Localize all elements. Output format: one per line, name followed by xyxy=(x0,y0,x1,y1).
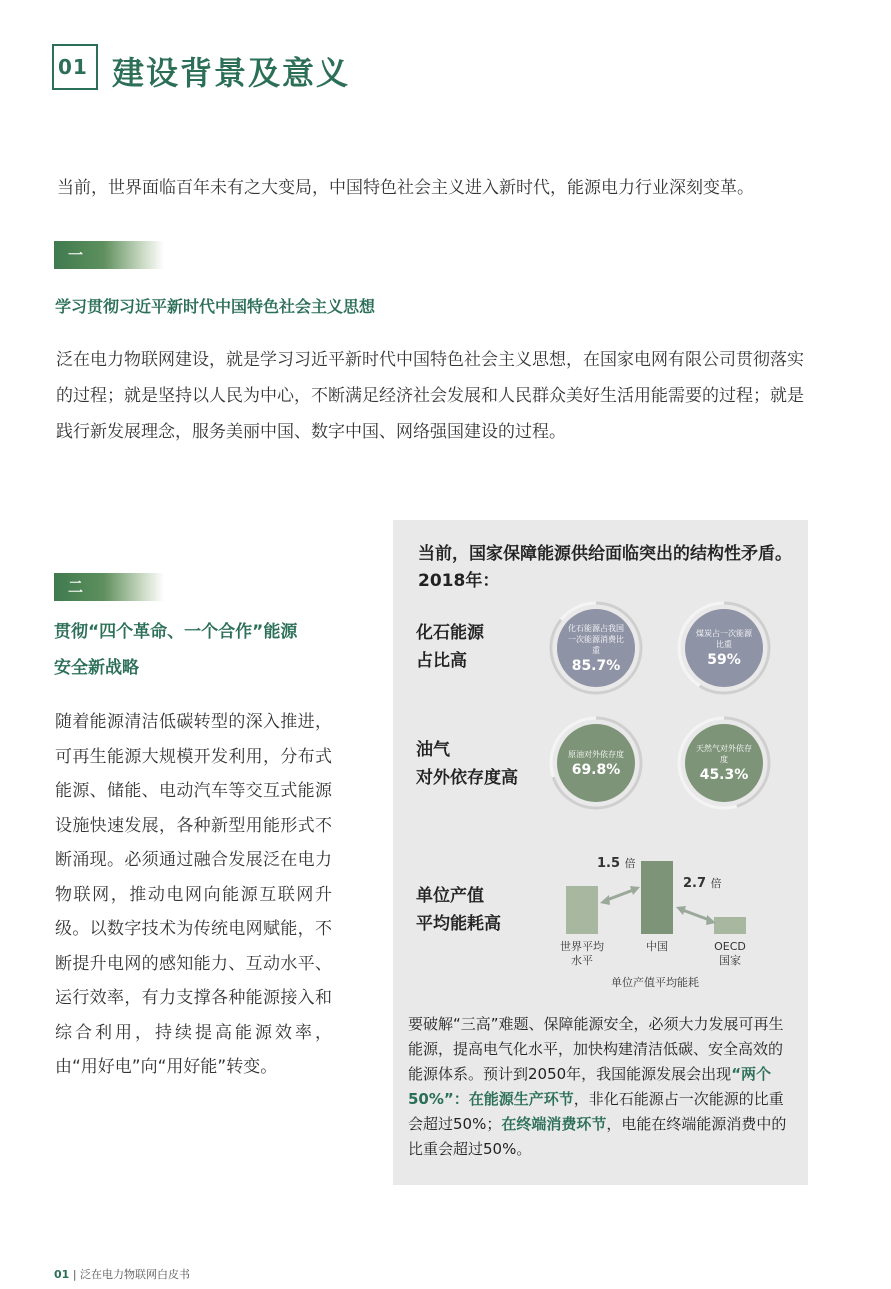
bar-label-oecd xyxy=(700,940,760,968)
circle-body xyxy=(557,609,635,687)
circle-value: 45.3% xyxy=(699,767,749,783)
row-fossil-label-line1: 化石能源 xyxy=(416,623,484,643)
bar-label-world-line1: 世界平均 xyxy=(560,940,604,953)
conclusion-part2: ，非化石能源占一次能源的比重会超过50%； xyxy=(408,1090,784,1133)
part2-subtitle-line1: 贯彻“四个革命、一个合作”能源 xyxy=(54,622,298,642)
panel-heading-line2: 2018年： xyxy=(418,571,500,591)
row-intensity-label xyxy=(416,882,501,938)
document-title: 泛在电力物联网白皮书 xyxy=(80,1268,191,1281)
conclusion-highlight2: 在终端消费环节 xyxy=(501,1115,607,1133)
multiplier-2-value: 2.7 xyxy=(683,876,707,891)
part2-subtitle xyxy=(54,614,344,686)
section-number: 01 xyxy=(58,55,88,79)
part1-tag xyxy=(54,241,164,269)
part2-tag xyxy=(54,573,164,601)
row-fossil-label-line2: 占比高 xyxy=(416,651,467,671)
part1-paragraph: 泛在电力物联网建设，就是学习习近平新时代中国特色社会主义思想，在国家电网有限公司贯彻落实的过程；就是坚持以人民为中心，不断满足经济社会发展和人民群众美好生活用能需要的过程；就是践行新发展理念，服务美丽中国、数字中国、网络强国建设的过程。 xyxy=(56,350,804,442)
page-title: 建设背景及意义 xyxy=(112,54,351,92)
bar-caption: 单位产值平均能耗 xyxy=(611,976,699,989)
intro-text: 当前，世界面临百年未有之大变局，中国特色社会主义进入新时代，能源电力行业深刻变革。 xyxy=(57,178,754,198)
part2-subtitle-line2: 安全新战略 xyxy=(54,658,139,678)
bar-world-average xyxy=(566,886,598,934)
circle-body xyxy=(557,724,635,802)
circle-value: 59% xyxy=(707,652,741,668)
multiplier-1-unit: 倍 xyxy=(624,857,636,870)
double-arrow-icon xyxy=(676,904,716,926)
page-number: 01 xyxy=(54,1268,70,1281)
multiplier-1-value: 1.5 xyxy=(597,856,621,871)
multiplier-1 xyxy=(597,855,636,871)
circle-oil-dependence xyxy=(548,715,644,811)
footer-separator: | xyxy=(72,1268,77,1281)
row-fossil-label xyxy=(416,619,484,675)
bar-label-world-line2: 水平 xyxy=(571,954,593,967)
bar-label-oecd-line1: OECD xyxy=(714,940,746,953)
double-arrow-icon xyxy=(600,884,640,906)
circle-label: 化石能源占我国一次能源消费比重 xyxy=(568,623,624,655)
part2-tag-label: 二 xyxy=(68,578,84,596)
circle-value: 85.7% xyxy=(571,657,621,674)
conclusion-highlight1: “两个50%”：在能源生产环节 xyxy=(408,1065,772,1108)
multiplier-2 xyxy=(683,875,722,891)
row-intensity-label-line2: 平均能耗高 xyxy=(416,914,501,934)
page-footer xyxy=(54,1266,190,1282)
row-oilgas-label-line1: 油气 xyxy=(416,740,450,760)
conclusion-part3: ，电能在终端能源消费中的比重会超过50%。 xyxy=(408,1115,787,1158)
circle-body xyxy=(685,609,763,687)
panel-conclusion xyxy=(408,1012,793,1162)
conclusion-part1: 要破解“三高”难题、保障能源安全，必须大力发展可再生能源，提高电气化水平，加快构建清洁低碳、安全高效的能源体系。预计到2050年，我国能源发展会出现 xyxy=(408,1015,784,1083)
multiplier-2-unit: 倍 xyxy=(710,877,722,890)
part1-subtitle: 学习贯彻习近平新时代中国特色社会主义思想 xyxy=(55,297,376,316)
circle-fossil-share xyxy=(548,600,644,696)
row-oilgas-label xyxy=(416,736,518,792)
bar-china xyxy=(641,861,673,934)
circle-label: 原油对外依存度 xyxy=(568,749,624,759)
bar-oecd xyxy=(714,917,746,934)
row-oilgas-label-line2: 对外依存度高 xyxy=(416,768,518,788)
circle-value: 69.8% xyxy=(571,761,621,778)
part2-paragraph: 随着能源清洁低碳转型的深入推进，可再生能源大规模开发利用，分布式能源、储能、电动汽车等交互式能源设施快速发展，各种新型用能形式不断涌现。必须通过融合发展泛在电力物联网，推动电网向能源互联网升级。以数字技术为传统电网赋能，不断提升电网的感知能力、互动水平、运行效率，有力支撑各种能源接入和综合利用，持续提高能源效率，由“用好电”向“用好能”转变。 xyxy=(55,712,332,1077)
circle-body xyxy=(685,724,763,802)
circle-gas-dependence xyxy=(676,715,772,811)
panel-heading-line1: 当前，国家保障能源供给面临突出的结构性矛盾。 xyxy=(418,544,792,564)
circle-coal-share xyxy=(676,600,772,696)
row-intensity-label-line1: 单位产值 xyxy=(416,886,484,906)
bar-label-world xyxy=(552,940,612,968)
bar-label-oecd-line2: 国家 xyxy=(719,954,741,967)
part1-tag-label: 一 xyxy=(68,246,84,264)
bar-label-china: 中国 xyxy=(646,940,668,953)
circle-label: 天然气对外依存度 xyxy=(696,744,752,764)
panel-heading xyxy=(418,541,798,595)
circle-label: 煤炭占一次能源比重 xyxy=(696,629,752,649)
